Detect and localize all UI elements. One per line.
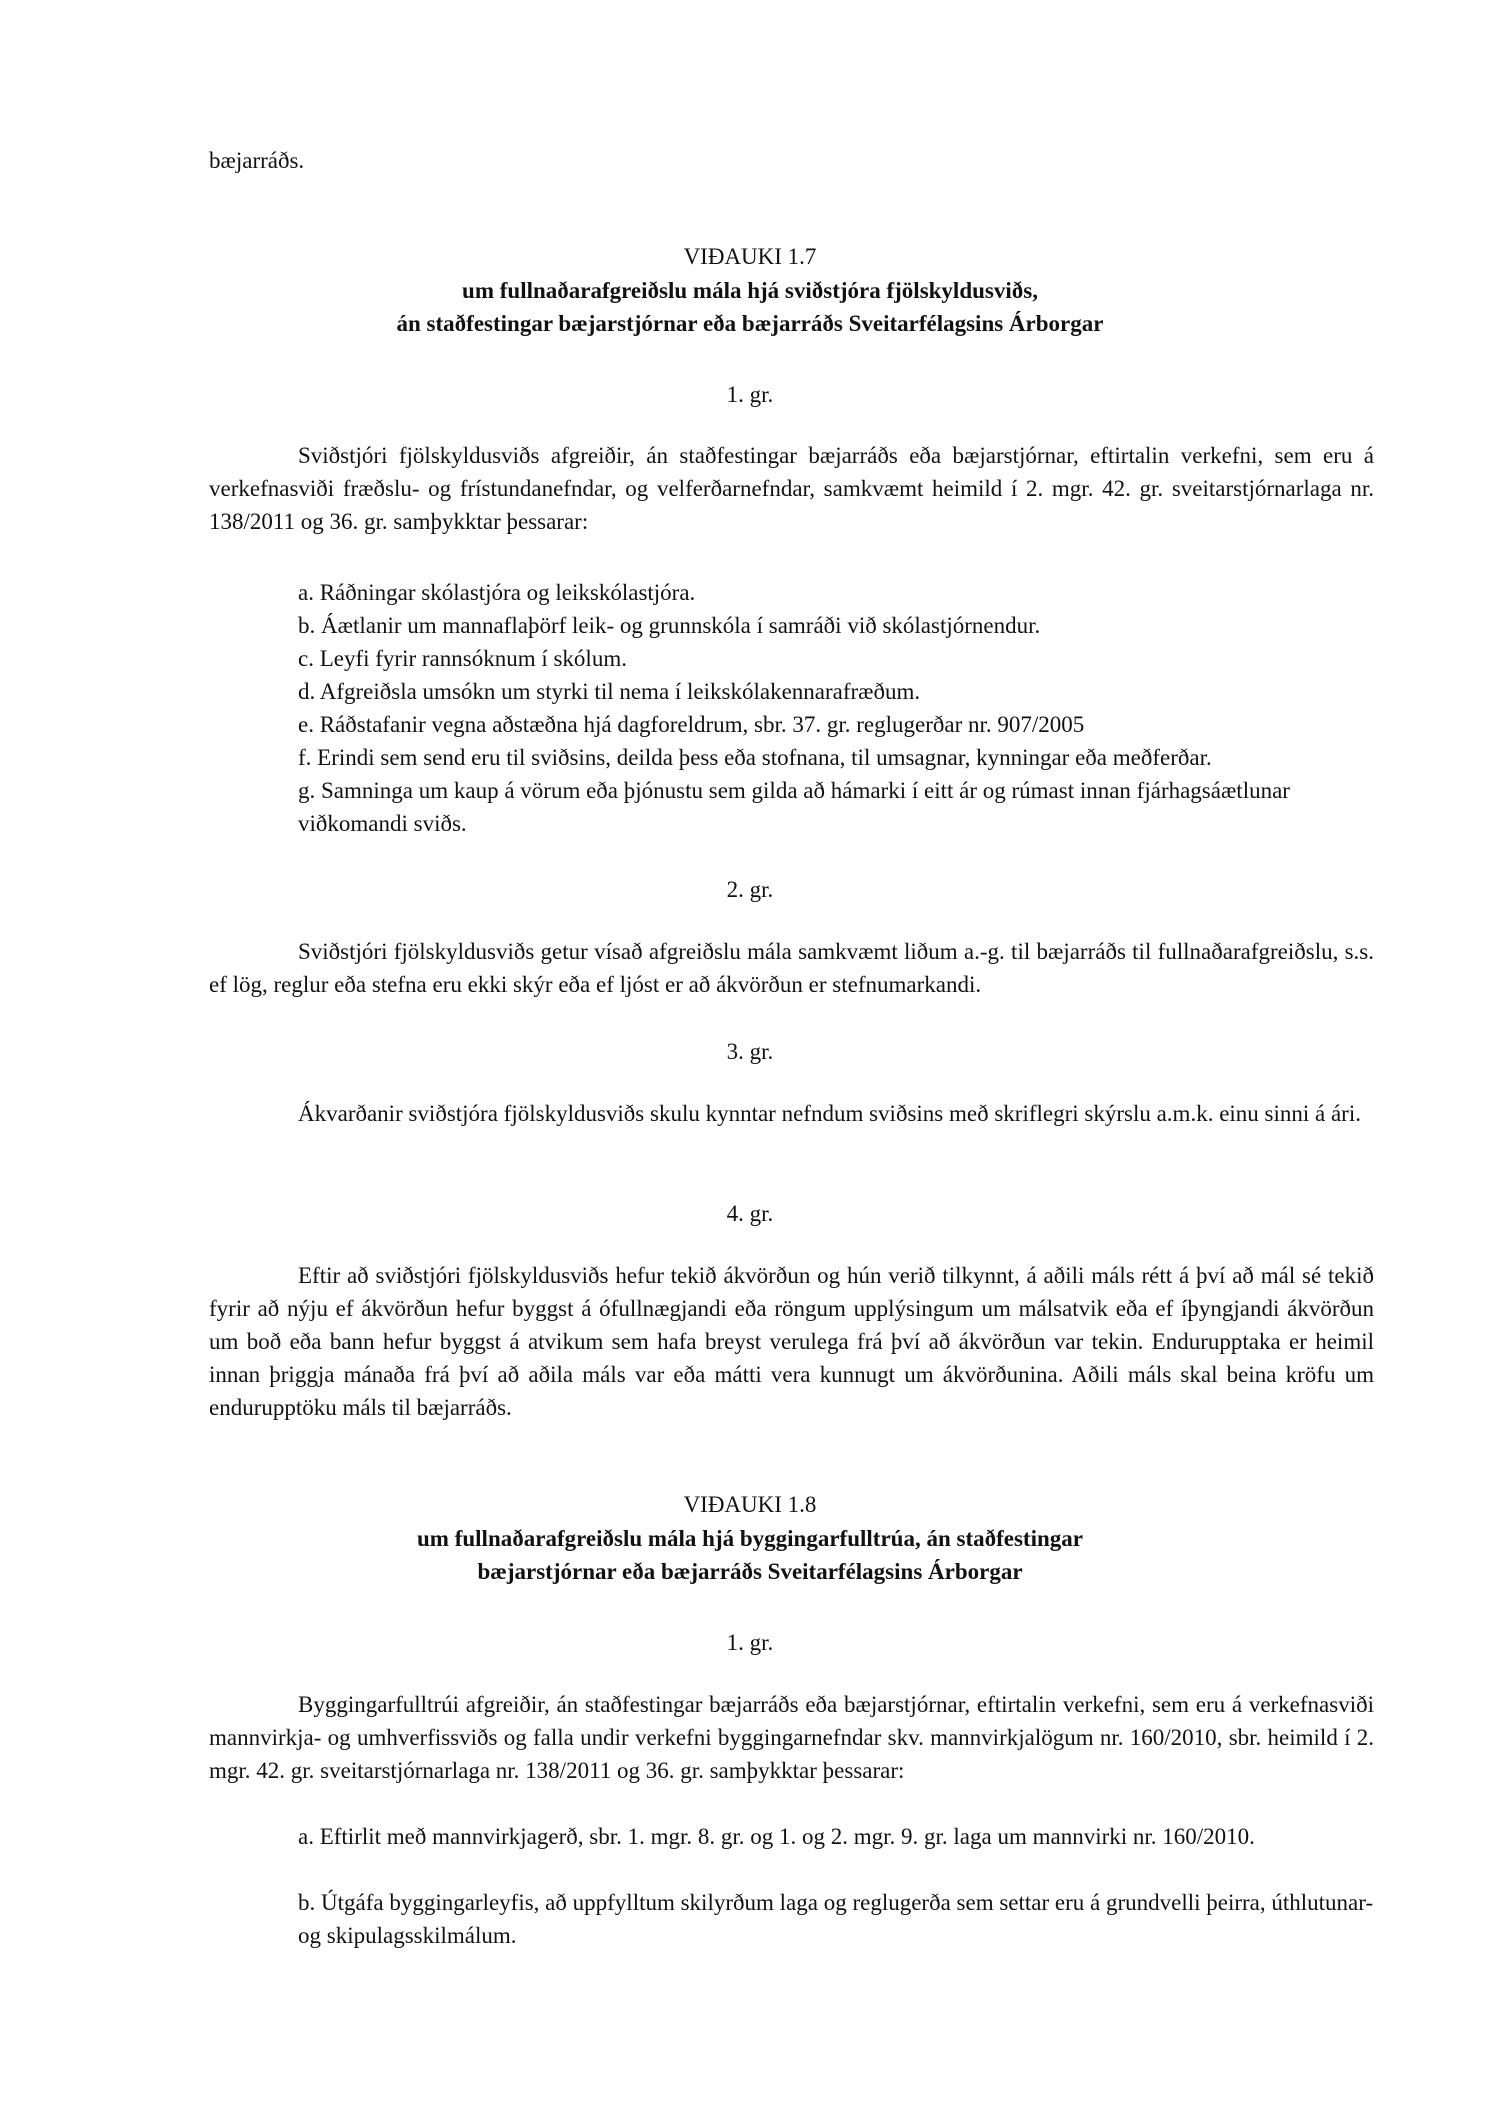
list-item: a. Eftirlit með mannvirkjagerð, sbr. 1. mgr. 8. gr. og 1. og 2. mgr. 9. gr. laga um mannvirki nr. 160/2010.	[298, 1824, 1255, 1849]
annex-1-7-art4-heading: 4. gr.	[726, 1201, 774, 1226]
list-item: b. Áætlanir um mannaflaþörf leik- og grunnskóla í samráði við skólastjórnendur.	[298, 613, 1041, 638]
annex-1-8-art1-text: Byggingarfulltrúi afgreiðir, án staðfestingar bæjarráðs eða bæjarstjórnar, eftirtalin verkefni, sem eru á verkefnasviði mannvirkja- og umhverfissviðs og falla undir verkefni byggingarnefndar skv. mannvirkjalögum nr. 160/2010, sbr. heimild í 2. mgr. 42. gr. sveitarstjórnarlaga nr. 138/2011 og 36. gr. samþykktar þessarar:	[209, 1692, 1374, 1783]
list-item: f. Erindi sem send eru til sviðsins, deilda þess eða stofnana, til umsagnar, kynningar eða meðferðar.	[298, 745, 1212, 770]
annex-1-7-art4-text: Eftir að sviðstjóri fjölskyldusviðs hefur tekið ákvörðun og hún verið tilkynnt, á aðili máls rétt á því að mál sé tekið fyrir að nýju ef ákvörðun hefur byggst á ófullnægjandi eða röngum upplýsingum um málsatvik eða ef íþyngjandi ákvörðun um boð eða bann hefur byggst á atvikum sem hafa breyst verulega frá því að ákvörðun var tekin. Endurupptaka er heimil innan þriggja mánaða frá því að aðila máls var eða mátti vera kunnugt um ákvörðunina. Aðili máls skal beina kröfu um endurupptöku máls til bæjarráðs.	[209, 1263, 1374, 1420]
annex-1-7-art1-text: Sviðstjóri fjölskyldusviðs afgreiðir, án staðfestingar bæjarráðs eða bæjarstjórnar, eftirtalin verkefni, sem eru á verkefnasviði fræðslu- og frístundanefndar, og velferðarnefndar, samkvæmt heimild í 2. mgr. 42. gr. sveitarstjórnarlaga nr. 138/2011 og 36. gr. samþykktar þessarar:	[209, 443, 1374, 534]
list-item: c. Leyfi fyrir rannsóknum í skólum.	[298, 646, 627, 671]
annex-1-8-title: VIÐAUKI 1.8	[683, 1492, 817, 1517]
annex-1-7-art3-heading: 3. gr.	[726, 1039, 774, 1064]
annex-1-7-subtitle-line2: án staðfestingar bæjarstjórnar eða bæjarráðs Sveitarfélagsins Árborgar	[396, 311, 1104, 336]
annex-1-7-title: VIÐAUKI 1.7	[683, 244, 817, 269]
annex-1-7-art2-heading: 2. gr.	[726, 877, 774, 902]
list-item: a. Ráðningar skólastjóra og leikskólastjóra.	[298, 580, 696, 605]
annex-1-8-subtitle-line1: um fullnaðarafgreiðslu mála hjá byggingarfulltrúa, án staðfestingar	[417, 1526, 1083, 1551]
annex-1-7-art3-text: Ákvarðanir sviðstjóra fjölskyldusviðs skulu kynntar nefndum sviðsins með skriflegri skýrslu a.m.k. einu sinni á ári.	[298, 1101, 1361, 1126]
annex-1-7-art2-text: Sviðstjóri fjölskyldusviðs getur vísað afgreiðslu mála samkvæmt liðum a.-g. til bæjarráðs til fullnaðarafgreiðslu, s.s. ef lög, reglur eða stefna eru ekki skýr eða ef ljóst er að ákvörðun er stefnumarkandi.	[209, 939, 1374, 997]
list-item: b. Útgáfa byggingarleyfis, að uppfylltum skilyrðum laga og reglugerða sem settar eru á grundvelli þeirra, úthlutunar- og skipulagsskilmálum.	[298, 1890, 1374, 1948]
annex-1-7-subtitle-line1: um fullnaðarafgreiðslu mála hjá sviðstjóra fjölskyldusviðs,	[462, 278, 1038, 303]
list-item: e. Ráðstafanir vegna aðstæðna hjá dagforeldrum, sbr. 37. gr. reglugerðar nr. 907/2005	[298, 712, 1085, 737]
annex-1-8-art1-heading: 1. gr.	[726, 1630, 774, 1655]
annex-1-7-art1-heading: 1. gr.	[726, 382, 774, 407]
annex-1-8-subtitle-line2: bæjarstjórnar eða bæjarráðs Sveitarfélagsins Árborgar	[477, 1559, 1023, 1584]
top-fragment: bæjarráðs.	[209, 148, 305, 173]
list-item: g. Samninga um kaup á vörum eða þjónustu sem gilda að hámarki í eitt ár og rúmast innan fjárhagsáætlunar viðkomandi sviðs.	[298, 778, 1290, 836]
list-item: d. Afgreiðsla umsókn um styrki til nema í leikskólakennarafræðum.	[298, 679, 921, 704]
